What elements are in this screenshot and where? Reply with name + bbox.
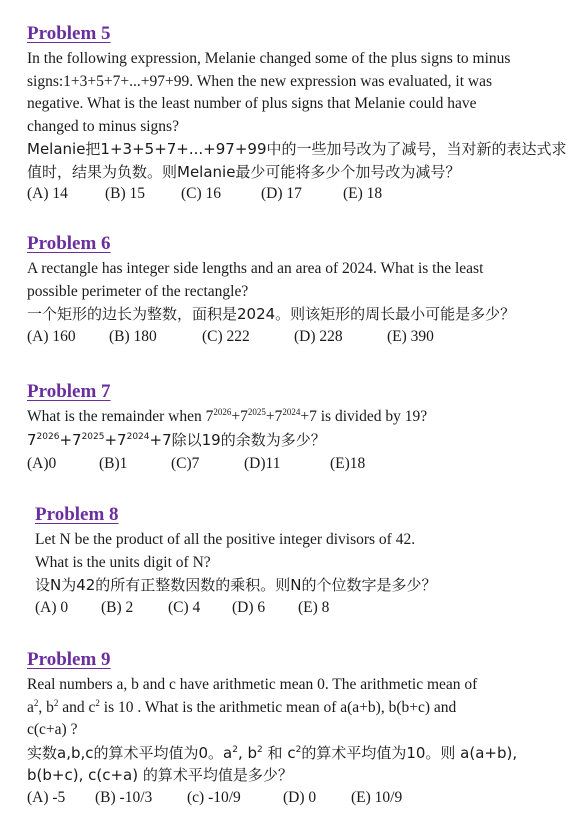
problem-text-en: $a^2$, $b^2$ and $c^2$ is 10 . What is the arithmetic mean of a(a+b), b(b+c) and: [27, 697, 457, 716]
problem-text-en: negative. What is the least number of plus signs that Melanie could have: [27, 95, 477, 112]
choice-e: (E) 10/9: [351, 788, 403, 806]
choice-a: (A) 160: [27, 327, 76, 345]
problem-text-en: changed to minus signs?: [27, 117, 179, 135]
problem-text-zh: 设N为42的所有正整数因数的乘积。则N的个位数字是多少？: [35, 576, 437, 594]
problem-title: Problem 7: [27, 381, 111, 402]
choice-e: (E) 18: [343, 185, 383, 202]
problem-text-zh: b(b+c), c(c+a) 的算术平均值是多少？: [27, 766, 293, 784]
problem-text-en: Real numbers a, b and c have arithmetic mean 0. The arithmetic mean of: [27, 676, 478, 693]
choice-b: (B) -10/3: [95, 788, 153, 806]
choice-b: (B) 2: [101, 598, 134, 616]
answer-choices: [27, 326, 515, 348]
choice-e: (E) 390: [387, 327, 434, 345]
problem-text-zh: 值时，结果为负数。则Melanie最少可能将多少个加号改为减号？: [27, 162, 461, 181]
problem-title: Problem 6: [27, 233, 111, 254]
problem-title: Problem 8: [35, 504, 119, 525]
problem-text-en: In the following expression, Melanie changed some of the plus signs to minus: [27, 50, 511, 67]
choice-b: (B) 15: [105, 185, 146, 202]
problem-text-en: Let N be the product of all the positive integer divisors of 42.: [35, 531, 416, 548]
problem-text-en: What is the remainder when $7^{2026}+7^{2025}+7^{2024}+7$ is divided by 19?: [27, 407, 428, 425]
choice-d: (D) 17: [261, 185, 302, 202]
answer-choices: [27, 787, 517, 809]
choice-d: (D)11: [244, 455, 281, 472]
choice-a: (A)0: [27, 455, 57, 472]
problem-text-en: possible perimeter of the rectangle?: [27, 282, 249, 300]
answer-choices: [27, 453, 427, 475]
problem-title: Problem 9: [27, 649, 111, 670]
problem-9: [27, 648, 517, 809]
problem-text-zh: $7^{2026}+7^{2025}+7^{2024}+7$除以19的余数为多少？: [27, 430, 326, 449]
problem-text-en: signs:1+3+5+7+...+97+99. When the new expression was evaluated, it was: [27, 72, 492, 90]
problem-7: [27, 380, 427, 475]
choice-a: (A) -5: [27, 788, 66, 806]
problem-text-en: c(c+a) ?: [27, 721, 78, 738]
problem-text-zh: 实数a,b,c的算术平均值为0。$a^2$, $b^2$ 和 $c^2$的算术平均值为10。则 a(a+b),: [27, 743, 518, 762]
choice-c: (C)7: [171, 455, 200, 472]
problem-5: [27, 22, 567, 205]
choice-c: (C) 4: [168, 598, 201, 616]
choice-c: (C) 16: [181, 185, 222, 202]
problem-6: [27, 232, 515, 348]
choice-c: (C) 222: [202, 327, 250, 345]
answer-choices: [35, 597, 437, 619]
choice-e: (E) 8: [298, 598, 330, 616]
problem-text-zh: Melanie把1+3+5+7+...+97+99中的一些加号改为了减号，当对新的表达式求: [27, 140, 567, 158]
problem-text-en: What is the units digit of N?: [35, 553, 211, 571]
choice-b: (B) 180: [109, 327, 157, 345]
problem-text-en: A rectangle has integer side lengths and an area of 2024. What is the least: [27, 260, 484, 277]
choice-d: (D) 0: [283, 788, 317, 806]
problem-title: Problem 5: [27, 23, 111, 44]
choice-d: (D) 6: [232, 598, 266, 616]
problem-8: [35, 503, 437, 619]
choice-a: (A) 0: [35, 598, 69, 616]
problem-text-zh: 一个矩形的边长为整数，面积是2024。则该矩形的周长最小可能是多少？: [27, 305, 516, 323]
choice-a: (A) 14: [27, 185, 68, 202]
choice-c: (c) -10/9: [187, 788, 241, 806]
choice-b: (B)1: [99, 455, 128, 472]
choice-e: (E)18: [330, 455, 366, 472]
answer-choices: [27, 183, 567, 205]
choice-d: (D) 228: [294, 327, 343, 345]
